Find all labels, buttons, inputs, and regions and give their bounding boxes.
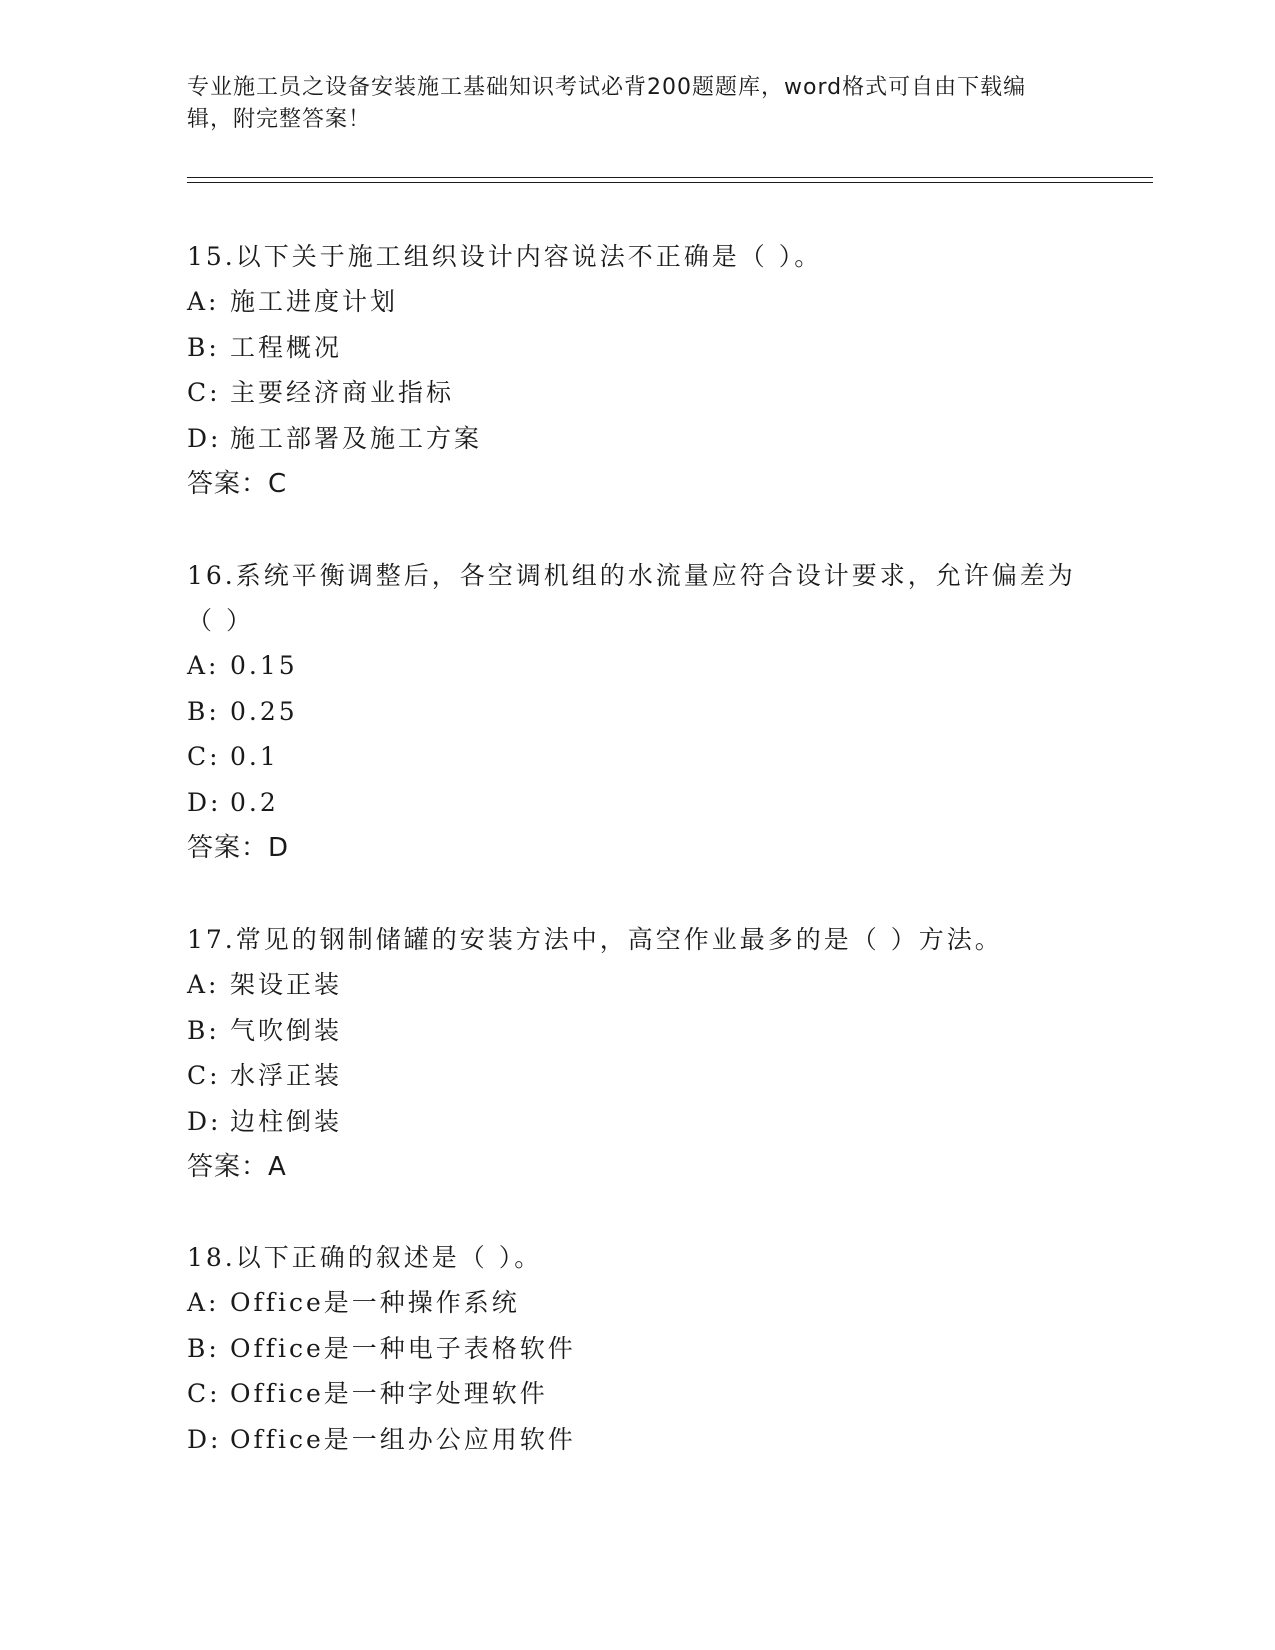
option-key: A: — [187, 1288, 220, 1317]
option-c — [187, 1371, 1087, 1417]
option-d — [187, 1417, 1087, 1463]
option-text: Office是一种操作系统 — [230, 1288, 520, 1317]
option-key: B: — [187, 332, 220, 362]
question-17 — [187, 917, 1087, 1190]
option-key: B: — [187, 1015, 220, 1045]
header-divider-top — [187, 177, 1153, 178]
question-stem: 18.以下正确的叙述是（ ）。 — [187, 1243, 543, 1272]
option-text: 施工部署及施工方案 — [230, 423, 483, 453]
answer-line: 答案：D — [187, 833, 290, 863]
question-16 — [187, 553, 1087, 871]
option-key: B: — [187, 1333, 220, 1363]
option-d — [187, 416, 1087, 462]
option-c — [187, 1053, 1087, 1099]
option-key: D: — [187, 787, 222, 817]
question-18 — [187, 1235, 1087, 1462]
option-text: 水浮正装 — [230, 1061, 343, 1090]
header-divider-bottom — [187, 182, 1153, 183]
option-text: 主要经济商业指标 — [230, 378, 455, 407]
option-text: 边柱倒装 — [230, 1106, 343, 1136]
option-text: 工程概况 — [230, 332, 343, 362]
answer-line: 答案：C — [187, 469, 288, 499]
option-b — [187, 1326, 1087, 1372]
option-text: 0.1 — [230, 742, 279, 771]
option-text: 架设正装 — [230, 970, 343, 999]
option-a — [187, 1280, 1087, 1326]
option-text: 0.15 — [230, 651, 298, 680]
option-d — [187, 1099, 1087, 1145]
option-key: C: — [187, 1061, 221, 1090]
option-key: B: — [187, 696, 220, 726]
question-stem: 17.常见的钢制储罐的安装方法中，高空作业最多的是（ ）方法。 — [187, 925, 1003, 954]
option-text: Office是一种电子表格软件 — [230, 1333, 576, 1363]
option-d — [187, 780, 1087, 826]
document-header: 专业施工员之设备安装施工基础知识考试必背200题题库，word格式可自由下载编辑，附完整答案！ — [187, 75, 1027, 132]
option-text: 0.25 — [230, 696, 298, 726]
option-text: Office是一种字处理软件 — [230, 1379, 548, 1408]
question-15 — [187, 234, 1087, 507]
option-key: C: — [187, 378, 221, 407]
option-a — [187, 279, 1087, 325]
option-c — [187, 734, 1087, 780]
option-c — [187, 370, 1087, 416]
option-text: Office是一组办公应用软件 — [230, 1424, 576, 1454]
option-b — [187, 1008, 1087, 1054]
option-b — [187, 325, 1087, 371]
option-key: A: — [187, 970, 220, 999]
option-a — [187, 643, 1087, 689]
option-text: 施工进度计划 — [230, 287, 399, 316]
option-key: D: — [187, 1424, 222, 1454]
question-stem: 16.系统平衡调整后，各空调机组的水流量应符合设计要求，允许偏差为（ ） — [187, 561, 1076, 635]
option-key: D: — [187, 1106, 222, 1136]
option-key: C: — [187, 742, 221, 771]
option-key: C: — [187, 1379, 221, 1408]
option-text: 气吹倒装 — [230, 1015, 343, 1045]
option-b — [187, 689, 1087, 735]
option-text: 0.2 — [230, 787, 279, 817]
option-key: A: — [187, 287, 220, 316]
option-key: D: — [187, 423, 222, 453]
answer-line: 答案：A — [187, 1152, 287, 1182]
option-key: A: — [187, 651, 220, 680]
option-a — [187, 962, 1087, 1008]
question-stem: 15.以下关于施工组织设计内容说法不正确是（ ）。 — [187, 242, 823, 271]
